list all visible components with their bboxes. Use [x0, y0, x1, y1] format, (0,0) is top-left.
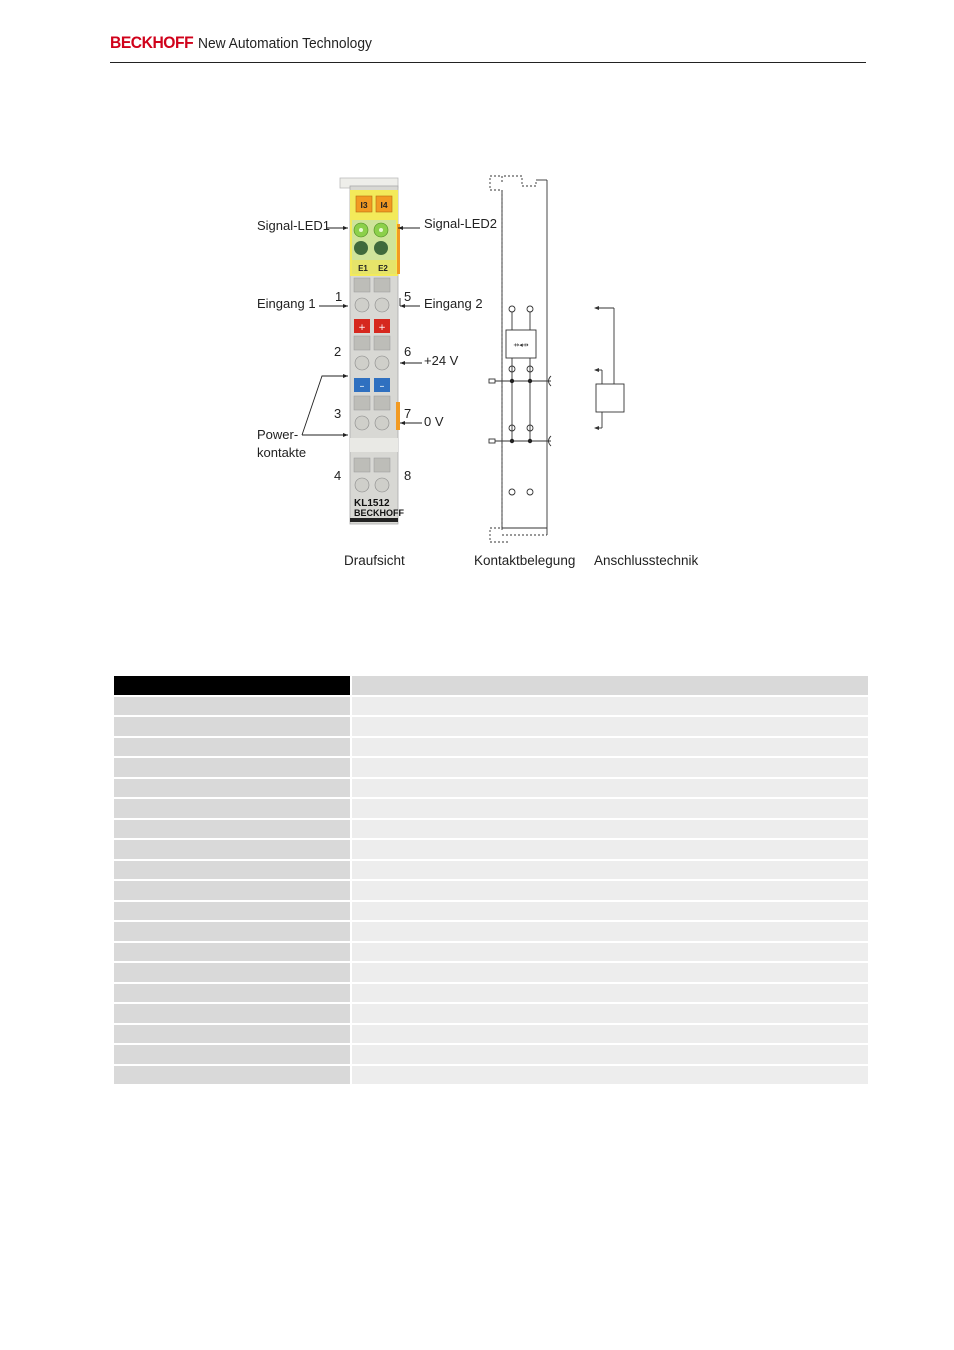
table-cell-value	[352, 779, 868, 798]
table-row	[114, 963, 868, 982]
svg-text:–: –	[359, 381, 365, 392]
table-cell-value	[352, 984, 868, 1003]
svg-text:–: –	[379, 381, 385, 392]
maker-label: BECKHOFF	[354, 508, 404, 518]
table-cell-value	[352, 881, 868, 900]
table-cell-value	[352, 717, 868, 736]
brand-logo: BECKHOFF	[110, 33, 194, 52]
terminal-number-8: 8	[404, 468, 412, 483]
model-label: KL1512	[354, 498, 390, 509]
table-row	[114, 922, 868, 941]
page-header	[110, 32, 866, 63]
table-row	[114, 840, 868, 859]
table-cell-value	[352, 963, 868, 982]
table-row	[114, 943, 868, 962]
table-row	[114, 902, 868, 921]
caption-connection: Anschlusstechnik	[594, 553, 699, 568]
callout-eingang2: Eingang 2	[424, 296, 483, 311]
table-cell-label	[114, 697, 350, 716]
table-row	[114, 738, 868, 757]
brand-tagline: New Automation Technology	[198, 35, 372, 52]
caption-contacts: Kontaktbelegung	[474, 553, 576, 568]
terminal-figure	[240, 170, 720, 590]
table-row	[114, 799, 868, 818]
table-header-row	[114, 676, 868, 695]
table-cell-label	[114, 984, 350, 1003]
table-cell-label	[114, 1004, 350, 1023]
svg-text:+: +	[358, 323, 366, 333]
table-cell-value	[352, 1045, 868, 1064]
callout-power-line1: Power-	[257, 427, 299, 442]
table-row	[114, 1004, 868, 1023]
callout-eingang1: Eingang 1	[257, 296, 316, 311]
table-cell-value	[352, 902, 868, 921]
led-box-i4: I4	[380, 200, 388, 210]
callout-power-line2: kontakte	[257, 445, 307, 460]
connection-schematic	[595, 308, 624, 428]
callout-zero-v: 0 V	[424, 414, 444, 429]
label-e2: E2	[378, 264, 388, 273]
terminal-number-1: 1	[335, 289, 343, 304]
callout-signal-led1: Signal-LED1	[257, 218, 330, 233]
table-cell-value	[352, 943, 868, 962]
table-cell-label	[114, 902, 350, 921]
svg-text:+: +	[378, 323, 386, 333]
technical-data-table	[114, 676, 868, 1086]
table-cell-label	[114, 1066, 350, 1085]
table-cell-value	[352, 697, 868, 716]
table-cell-value	[352, 922, 868, 941]
terminal-number-3: 3	[334, 406, 342, 421]
table-cell-value	[352, 1066, 868, 1085]
table-cell-label	[114, 963, 350, 982]
table-row	[114, 717, 868, 736]
table-cell-label	[114, 1025, 350, 1044]
table-cell-label	[114, 840, 350, 859]
table-cell-value	[352, 1025, 868, 1044]
led-box-i3: I3	[360, 200, 368, 210]
table-cell-label	[114, 799, 350, 818]
table-cell-label	[114, 758, 350, 777]
terminal-number-7: 7	[404, 406, 412, 421]
table-cell-value	[352, 799, 868, 818]
table-cell-label	[114, 820, 350, 839]
table-cell-label	[114, 779, 350, 798]
table-row	[114, 820, 868, 839]
table-cell-label	[114, 922, 350, 941]
table-cell-value	[352, 861, 868, 880]
caption-top-view: Draufsicht	[344, 553, 405, 568]
table-cell-value	[352, 758, 868, 777]
table-cell-label	[114, 717, 350, 736]
table-cell-label	[114, 861, 350, 880]
terminal-diagram	[240, 170, 720, 590]
terminal-number-6: 6	[404, 344, 412, 359]
terminal-number-5: 5	[404, 289, 412, 304]
table-row	[114, 1045, 868, 1064]
callout-plus24v: +24 V	[424, 353, 459, 368]
table-row	[114, 881, 868, 900]
table-cell-value	[352, 1004, 868, 1023]
table-cell-value	[352, 820, 868, 839]
table-cell-label	[114, 881, 350, 900]
svg-text:⇸◂⇸: ⇸◂⇸	[513, 341, 529, 349]
terminal-number-2: 2	[334, 344, 342, 359]
table-cell-label	[114, 738, 350, 757]
table-cell-value	[352, 676, 868, 695]
table-row	[114, 758, 868, 777]
terminal-number-4: 4	[334, 468, 342, 483]
table-row	[114, 1066, 868, 1085]
table-row	[114, 697, 868, 716]
callout-signal-led2: Signal-LED2	[424, 216, 497, 231]
table-row	[114, 1025, 868, 1044]
table-row	[114, 984, 868, 1003]
table-cell-label	[114, 943, 350, 962]
label-e1: E1	[358, 264, 368, 273]
table-cell-label	[114, 676, 350, 695]
contact-schematic	[489, 176, 551, 542]
table-cell-value	[352, 738, 868, 757]
table-cell-label	[114, 1045, 350, 1064]
table-cell-value	[352, 840, 868, 859]
table-row	[114, 779, 868, 798]
table-row	[114, 861, 868, 880]
terminal-device	[340, 178, 404, 524]
